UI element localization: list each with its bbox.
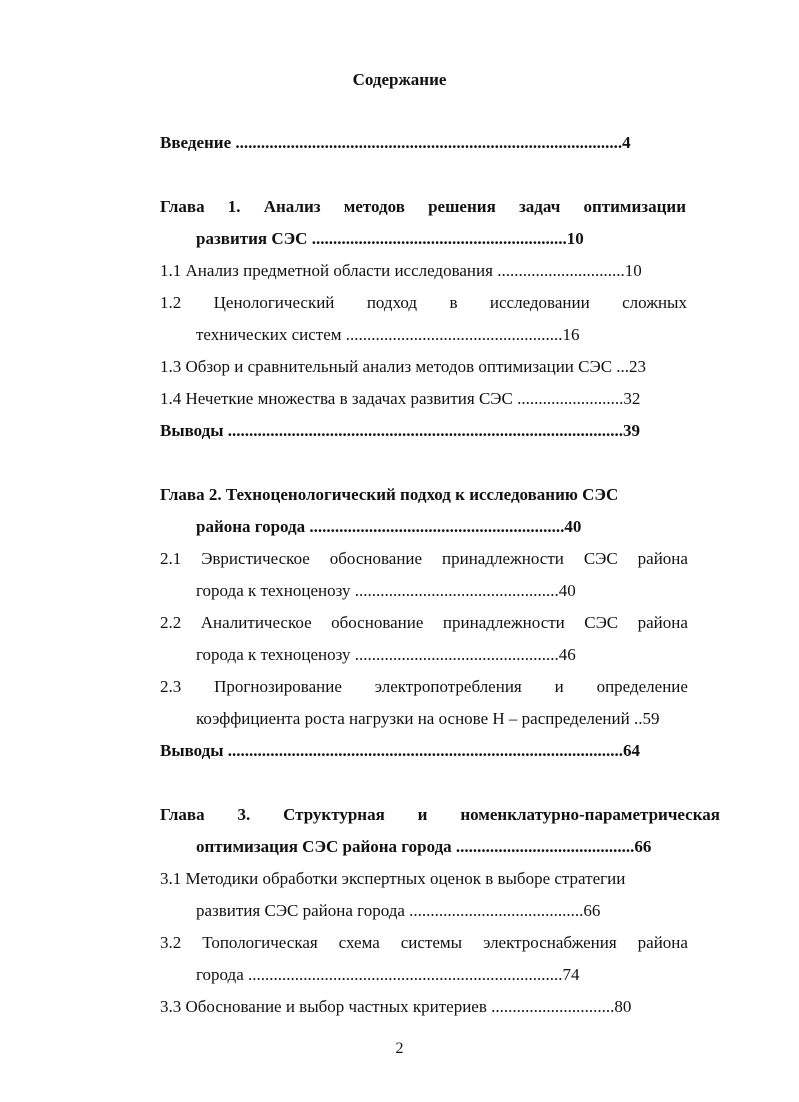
toc-entry-2-3[interactable] — [160, 677, 688, 697]
word: определение — [596, 677, 688, 696]
toc-entry-3-2-cont[interactable]: города ..........................................................................74 — [196, 965, 580, 984]
word: номенклатурно-параметрическая — [460, 805, 720, 824]
toc-entry-2-1[interactable] — [160, 549, 688, 569]
word: схема — [338, 933, 380, 952]
word: системы — [400, 933, 463, 952]
chapter-2-heading[interactable]: Глава 2. Техноценологический подход к исследованию СЭС — [160, 485, 619, 504]
toc-entry-2-3-cont[interactable]: коэффициента роста нагрузки на основе H – распределений ..59 — [196, 709, 660, 728]
toc-entry-1-1[interactable]: 1.1 Анализ предметной области исследования ..............................10 — [160, 261, 642, 280]
word: и — [417, 805, 428, 824]
word: Глава — [160, 805, 205, 824]
toc-entry-3-2[interactable] — [160, 933, 688, 953]
chapter-3-heading-cont[interactable]: оптимизация СЭС района города ..........................................66 — [196, 837, 652, 856]
page-title: Содержание — [352, 70, 447, 89]
word: оптимизации — [583, 197, 686, 216]
toc-entry-1-4[interactable]: 1.4 Нечеткие множества в задачах развития СЭС .........................32 — [160, 389, 641, 408]
word: методов — [343, 197, 405, 216]
word: Глава — [160, 197, 205, 216]
toc-entry-conclusions-1[interactable]: Выводы .............................................................................................39 — [160, 421, 641, 440]
word: принадлежности — [442, 613, 565, 632]
word: 2.2 — [160, 613, 182, 632]
chapter-1-heading[interactable] — [160, 197, 686, 217]
word: Анализ — [263, 197, 321, 216]
word: решения — [428, 197, 496, 216]
chapter-2-heading-cont[interactable]: района города ............................................................40 — [196, 517, 582, 536]
word: 3. — [237, 805, 251, 824]
word: Структурная — [283, 805, 385, 824]
word: Топологическая — [202, 933, 318, 952]
word: района — [637, 933, 688, 952]
toc-entry-conclusions-2[interactable]: Выводы .............................................................................................64 — [160, 741, 641, 760]
word: СЭС — [584, 613, 619, 632]
word: в — [449, 293, 458, 312]
word: электропотребления — [374, 677, 522, 696]
word: принадлежности — [442, 549, 564, 568]
word: 1. — [227, 197, 241, 216]
toc-entry-1-3[interactable]: 1.3 Обзор и сравнительный анализ методов оптимизации СЭС ...23 — [160, 357, 647, 376]
toc-entry-2-1-cont[interactable]: города к техноценозу ................................................40 — [196, 581, 576, 600]
word: района — [637, 613, 688, 632]
word: обоснование — [329, 549, 423, 568]
word: Прогнозирование — [214, 677, 342, 696]
toc-entry-3-1[interactable]: 3.1 Методики обработки экспертных оценок в выборе стратегии — [160, 869, 626, 888]
word: исследовании — [489, 293, 590, 312]
word: СЭС — [583, 549, 618, 568]
toc-entry-1-2[interactable] — [160, 293, 687, 313]
word: Ценологический — [213, 293, 335, 312]
toc-entry-2-2[interactable] — [160, 613, 688, 633]
toc-entry-3-1-cont[interactable]: развития СЭС района города .........................................66 — [196, 901, 601, 920]
word: электроснабжения — [483, 933, 617, 952]
word: района — [637, 549, 688, 568]
toc-entry-introduction[interactable]: Введение ...........................................................................................4 — [160, 133, 631, 152]
word: задач — [518, 197, 561, 216]
word: Аналитическое — [200, 613, 312, 632]
page-number: 2 — [395, 1040, 404, 1057]
word: Эвристическое — [201, 549, 310, 568]
chapter-1-heading-cont[interactable]: развития СЭС ............................................................10 — [196, 229, 584, 248]
toc-entry-1-2-cont[interactable]: технических систем ...................................................16 — [196, 325, 580, 344]
word: обоснование — [331, 613, 424, 632]
word: подход — [366, 293, 418, 312]
toc-entry-3-3[interactable]: 3.3 Обоснование и выбор частных критериев .............................80 — [160, 997, 632, 1016]
word: сложных — [622, 293, 687, 312]
word: и — [554, 677, 564, 696]
word: 2.3 — [160, 677, 182, 696]
word: 3.2 — [160, 933, 182, 952]
toc-entry-2-2-cont[interactable]: города к техноценозу ................................................46 — [196, 645, 576, 664]
word: 2.1 — [160, 549, 182, 568]
chapter-3-heading[interactable] — [160, 805, 720, 825]
word: 1.2 — [160, 293, 182, 312]
